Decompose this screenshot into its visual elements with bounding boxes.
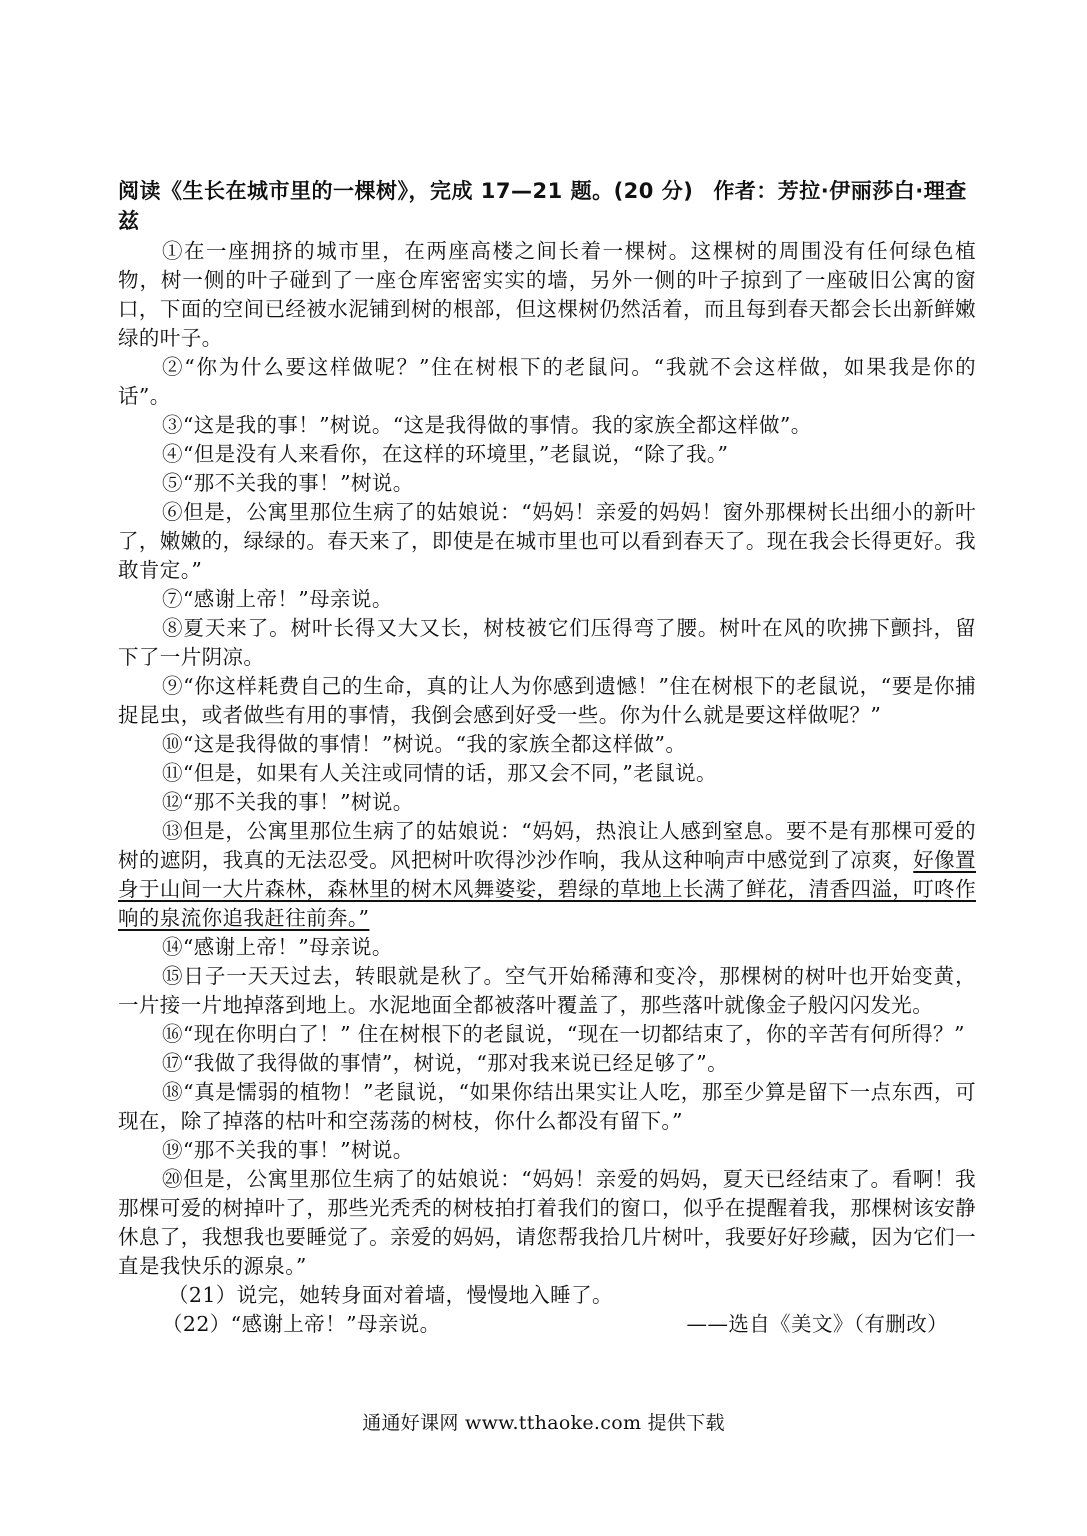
reading-title: 阅读《生长在城市里的一棵树》，完成 17—21 题。(20 分) (118, 179, 694, 203)
author-line: 作者：芳拉·伊丽莎白·理查兹 (118, 179, 967, 233)
passage-body (118, 237, 976, 1339)
paragraph-13-text: ⑬但是，公寓里那位生病了的姑娘说：“妈妈，热浪让人感到窒息。要不是有那棵可爱的树的遮阴，我真的无法忍受。风把树叶吹得沙沙作响，我从这种响声中感觉到了凉爽， (118, 819, 976, 872)
underlined-sentence: 好像置身于山间一大片森林，森林里的树木风舞婆娑，碧绿的草地上长满了鲜花，清香四溢，叮咚作响的泉流你追我赶往前奔。” (118, 848, 977, 930)
paragraph-14: ⑭“感谢上帝！”母亲说。 (162, 935, 393, 959)
reading-heading (118, 176, 978, 236)
paragraph-1: ①在一座拥挤的城市里，在两座高楼之间长着一棵树。这棵树的周围没有任何绿色植物，树一侧的叶子碰到了一座仓库密密实实的墙，另外一侧的叶子掠到了一座破旧公寓的窗口，下面的空间已经被水泥铺到树的根部，但这棵树仍然活着，而且每到春天都会长出新鲜嫩绿的叶子。 (118, 239, 976, 350)
paragraph-20: ⑳但是，公寓里那位生病了的姑娘说：“妈妈！亲爱的妈妈，夏天已经结束了。看啊！我那棵可爱的树掉叶了，那些光秃秃的树枝拍打着我们的窗口，似乎在提醒着我，那棵树该安静休息了，我想我也要睡觉了。亲爱的妈妈，请您帮我拾几片树叶，我要好好珍藏，因为它们一直是我快乐的源泉。” (118, 1167, 976, 1278)
paragraph-11: ⑪“但是，如果有人关注或同情的话，那又会不同，”老鼠说。 (162, 761, 717, 785)
paragraph-22: （22）“感谢上帝！”母亲说。 (162, 1312, 441, 1336)
paragraph-7: ⑦“感谢上帝！”母亲说。 (162, 587, 393, 611)
paragraph-16: ⑯“现在你明白了！” 住在树根下的老鼠说，“现在一切都结束了，你的辛苦有何所得？” (162, 1022, 965, 1046)
paragraph-2: ②“你为什么要这样做呢？”住在树根下的老鼠问。“我就不会这样做，如果我是你的话”。 (118, 355, 976, 408)
paragraph-15: ⑮日子一天天过去，转眼就是秋了。空气开始稀薄和变冷，那棵树的树叶也开始变黄，一片接一片地掉落到地上。水泥地面全都被落叶覆盖了，那些落叶就像金子般闪闪发光。 (118, 964, 976, 1017)
footer-watermark: 通通好课网 www.tthaoke.com 提供下载 (362, 1412, 725, 1434)
paragraph-5: ⑤“那不关我的事！”树说。 (162, 471, 414, 495)
paragraph-22-row (118, 1310, 976, 1339)
paragraph-4: ④“但是没有人来看你，在这样的环境里，”老鼠说，“除了我。” (162, 442, 729, 466)
paragraph-6: ⑥但是，公寓里那位生病了的姑娘说：“妈妈！亲爱的妈妈！窗外那棵树长出细小的新叶了，嫩嫩的，绿绿的。春天来了，即使是在城市里也可以看到春天了。现在我会长得更好。我敢肯定。” (118, 500, 976, 582)
paragraph-19: ⑲“那不关我的事！”树说。 (162, 1138, 414, 1162)
paragraph-8: ⑧夏天来了。树叶长得又大又长，树枝被它们压得弯了腰。树叶在风的吹拂下颤抖，留下了一片阴凉。 (118, 616, 976, 669)
paragraph-17: ⑰“我做了我得做的事情”，树说，“那对我来说已经足够了”。 (162, 1051, 729, 1075)
paragraph-9: ⑨“你这样耗费自己的生命，真的让人为你感到遗憾！”住在树根下的老鼠说，“要是你捕捉昆虫，或者做些有用的事情，我倒会感到好受一些。你为什么就是要这样做呢？” (118, 674, 976, 727)
paragraph-10: ⑩“这是我得做的事情！”树说。“我的家族全都这样做”。 (162, 732, 687, 756)
paragraph-18: ⑱“真是懦弱的植物！”老鼠说，“如果你结出果实让人吃，那至少算是留下一点东西，可现在，除了掉落的枯叶和空荡荡的树枝，你什么都没有留下。” (118, 1080, 976, 1133)
paragraph-21: （21）说完，她转身面对着墙，慢慢地入睡了。 (168, 1283, 613, 1307)
paragraph-13 (118, 817, 976, 933)
paragraph-12: ⑫“那不关我的事！”树说。 (162, 790, 414, 814)
paragraph-3: ③“这是我的事！”树说。“这是我得做的事情。我的家族全都这样做”。 (162, 413, 812, 437)
source-note: ——选自《美文》（有删改） (686, 1312, 948, 1336)
